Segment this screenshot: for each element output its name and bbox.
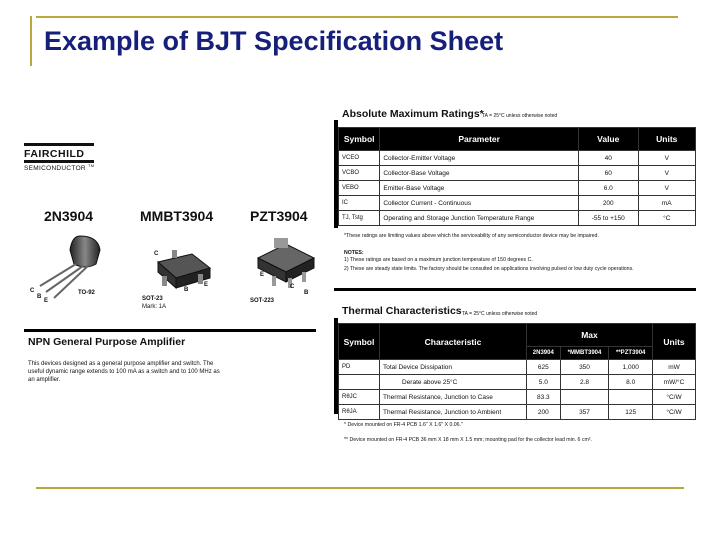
parameter-cell: Collector-Base Voltage: [380, 166, 579, 181]
symbol-cell: [339, 375, 380, 390]
value-cell: 83.3: [527, 390, 561, 405]
value-cell: -55 to +150: [579, 211, 639, 226]
part-2n3904: 2N3904: [44, 208, 94, 224]
table-row: [339, 360, 696, 375]
device-description: This devices designed as a general purpose amplifier and switch. The useful dynamic range extends to 100 mA as a switch and to 100 MHz as an amplifier.: [28, 361, 220, 383]
parameter-cell: Operating and Storage Junction Temperature Range: [380, 211, 579, 226]
sot223-package-icon: [252, 232, 322, 292]
units-cell: mW/°C: [653, 375, 696, 390]
title-rule-top: [36, 16, 678, 18]
pin-label: E: [204, 282, 209, 288]
part-mmbt3904: MMBT3904: [140, 208, 214, 224]
value-cell: 200: [579, 196, 639, 211]
table-header-row: [339, 324, 696, 347]
header-units: Units: [653, 324, 696, 360]
abs-max-table: [338, 127, 696, 226]
symbol-cell: IC: [339, 196, 380, 211]
value-cell: 5.0: [527, 375, 561, 390]
symbol-cell: RθJC: [339, 390, 380, 405]
symbol-cell: VEBO: [339, 181, 380, 196]
part-pzt3904: PZT3904: [250, 208, 308, 224]
pin-label: C: [30, 288, 35, 294]
parameter-cell: Emitter-Base Voltage: [380, 181, 579, 196]
symbol-cell: PD: [339, 360, 380, 375]
package-label: SOT-223: [250, 298, 275, 304]
symbol-cell: RθJA: [339, 405, 380, 420]
characteristic-cell: Thermal Resistance, Junction to Case: [380, 390, 527, 405]
pin-label: E: [260, 272, 265, 278]
table-row: [339, 151, 696, 166]
header-characteristic: Characteristic: [380, 324, 527, 360]
value-cell: 8.0: [609, 375, 653, 390]
pin-label: C: [290, 284, 295, 290]
value-cell: 2.8: [560, 375, 609, 390]
abs-max-footnote: *These ratings are limiting values above which the serviceability of any semiconductor device may be impaired.: [344, 233, 599, 239]
table-row: [339, 211, 696, 226]
section-rule: [334, 288, 696, 291]
value-cell: 350: [560, 360, 609, 375]
characteristic-cell: Thermal Resistance, Junction to Ambient: [380, 405, 527, 420]
table-row: [339, 390, 696, 405]
parameter-cell: Collector Current - Continuous: [380, 196, 579, 211]
note-item: 1) These ratings are based on a maximum junction temperature of 150 degrees C.: [344, 257, 533, 263]
units-cell: V: [638, 151, 696, 166]
package-label: TO-92: [78, 290, 95, 296]
thermal-footnote: * Device mounted on FR-4 PCB 1.6" X 1.6" X 0.06.": [344, 422, 463, 428]
header-symbol: Symbol: [339, 324, 380, 360]
logo-subtitle: SEMICONDUCTOR ™: [24, 163, 95, 173]
subheader-2n3904: 2N3904: [527, 347, 561, 360]
value-cell: [560, 390, 609, 405]
header-symbol: Symbol: [339, 128, 380, 151]
notes-title: NOTES:: [344, 250, 364, 256]
table-row: [339, 375, 696, 390]
value-cell: 60: [579, 166, 639, 181]
units-cell: °C/W: [653, 405, 696, 420]
thermal-title: Thermal Characteristics: [342, 305, 462, 317]
header-max: Max: [527, 324, 653, 347]
marking-label: Mark: 1A: [142, 304, 167, 310]
title-rule-left: [30, 16, 32, 66]
header-units: Units: [638, 128, 696, 151]
value-cell: 40: [579, 151, 639, 166]
value-cell: 625: [527, 360, 561, 375]
value-cell: 6.0: [579, 181, 639, 196]
table-row: [339, 166, 696, 181]
note-item: 2) These are steady state limits. The factory should be consulted on applications involving pulsed or low duty cycle operations.: [344, 266, 634, 272]
value-cell: [609, 390, 653, 405]
package-label: SOT-23: [142, 296, 163, 302]
device-title: NPN General Purpose Amplifier: [28, 336, 186, 348]
characteristic-cell: Total Device Dissipation: [380, 360, 527, 375]
units-cell: V: [638, 181, 696, 196]
parameter-cell: Collector-Emitter Voltage: [380, 151, 579, 166]
pin-label: B: [37, 294, 42, 300]
abs-max-condition: TA = 25°C unless otherwise noted: [482, 113, 558, 119]
pin-label: B: [304, 290, 309, 296]
symbol-cell: VCEO: [339, 151, 380, 166]
units-cell: V: [638, 166, 696, 181]
units-cell: °C/W: [653, 390, 696, 405]
subheader-pzt3904: **PZT3904: [609, 347, 653, 360]
value-cell: 125: [609, 405, 653, 420]
value-cell: 357: [560, 405, 609, 420]
header-value: Value: [579, 128, 639, 151]
pin-label: E: [44, 298, 49, 304]
symbol-cell: TJ, Tstg: [339, 211, 380, 226]
thermal-condition: TA = 25°C unless otherwise noted: [462, 311, 538, 317]
table-row: [339, 181, 696, 196]
section-rule: [24, 329, 316, 332]
table-header-row: [339, 128, 696, 151]
thermal-table: [338, 323, 696, 420]
characteristic-cell: Derate above 25°C: [380, 375, 527, 390]
to92-package-icon: [30, 228, 120, 308]
header-parameter: Parameter: [380, 128, 579, 151]
footer-rule: [36, 487, 684, 489]
subheader-mmbt3904: *MMBT3904: [560, 347, 609, 360]
thermal-footnote: ** Device mounted on FR-4 PCB 36 mm X 18 mm X 1.5 mm; mounting pad for the collector lead min. 6 cm².: [344, 437, 592, 443]
logo-bar-top: [24, 143, 94, 146]
pin-label: B: [184, 287, 189, 293]
fairchild-logo: FAIRCHILD: [24, 148, 85, 160]
symbol-cell: VCBO: [339, 166, 380, 181]
table-row: [339, 196, 696, 211]
units-cell: mA: [638, 196, 696, 211]
units-cell: °C: [638, 211, 696, 226]
units-cell: mW: [653, 360, 696, 375]
pin-label: C: [154, 251, 159, 257]
abs-max-title: Absolute Maximum Ratings*: [342, 108, 484, 120]
value-cell: 1,000: [609, 360, 653, 375]
table-row: [339, 405, 696, 420]
slide-title: Example of BJT Specification Sheet: [44, 26, 504, 56]
value-cell: 200: [527, 405, 561, 420]
